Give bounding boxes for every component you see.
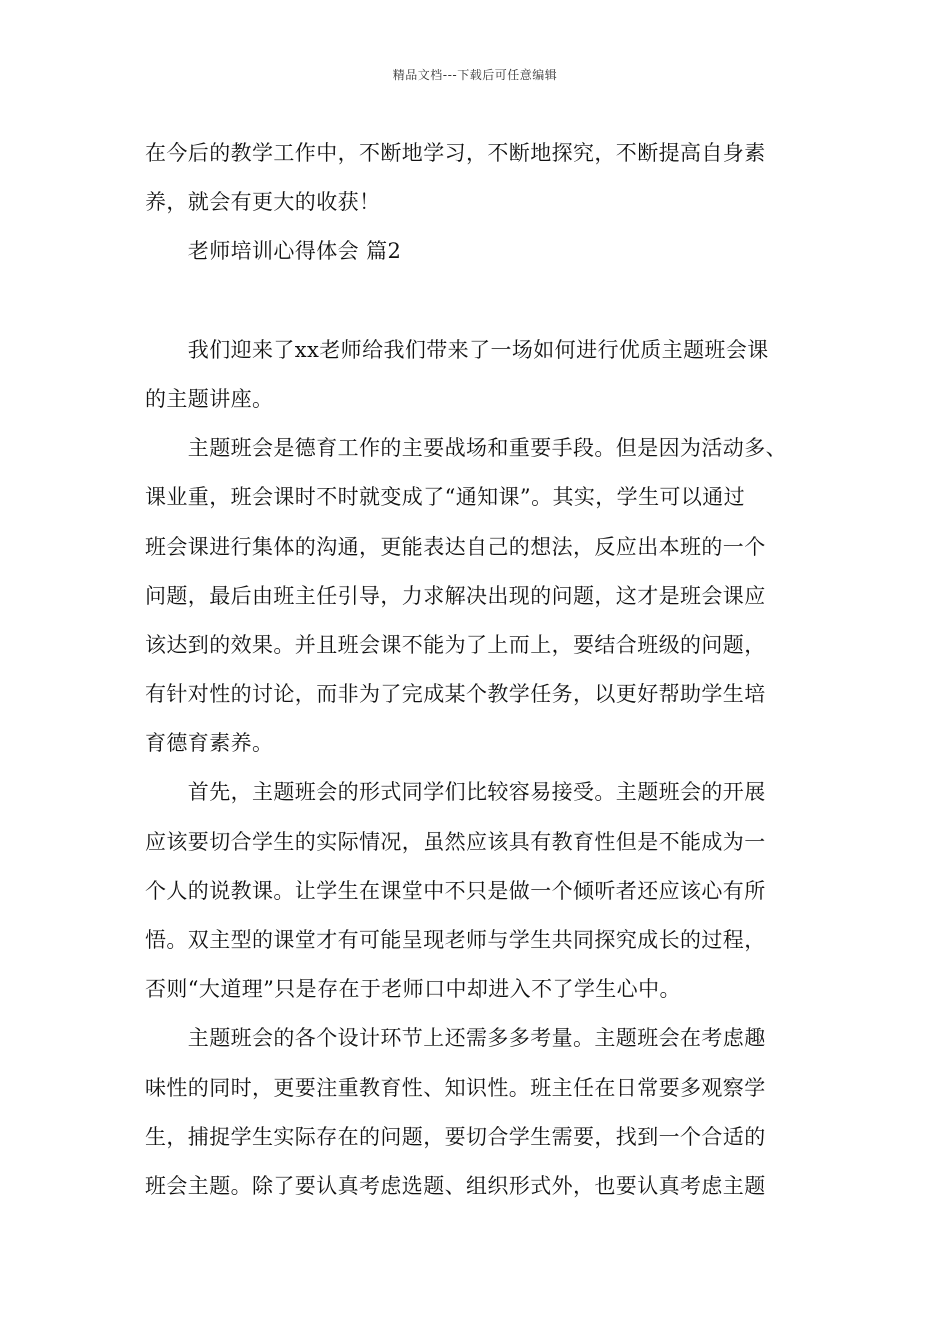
text-line: 首先，主题班会的形式同学们比较容易接受。主题班会的开展	[145, 780, 766, 805]
section-heading: 老师培训心得体会 篇2	[145, 239, 402, 264]
text-line: 课业重，班会课时不时就变成了“通知课”。其实，学生可以通过	[145, 485, 746, 510]
text-line: 班会主题。除了要认真考虑选题、组织形式外，也要认真考虑主题	[145, 1173, 766, 1198]
text-line: 在今后的教学工作中，不断地学习，不断地探究，不断提高自身素	[145, 141, 766, 165]
blank-line	[145, 280, 805, 329]
page-header: 精品文档---下载后可任意编辑	[392, 68, 558, 82]
text-line: 主题班会是德育工作的主要战场和重要手段。但是因为活动多、	[145, 436, 787, 461]
text-line: 否则“大道理”只是存在于老师口中却进入不了学生心中。	[145, 977, 681, 1002]
text-line: 我们迎来了xx老师给我们带来了一场如何进行优质主题班会课	[145, 337, 769, 362]
text-line: 生，捕捉学生实际存在的问题，要切合学生需要，找到一个合适的	[145, 1124, 766, 1149]
text-line: 班会课进行集体的沟通，更能表达自己的想法，反应出本班的一个	[145, 534, 766, 559]
text-line: 味性的同时，更要注重教育性、知识性。班主任在日常要多观察学	[145, 1075, 766, 1100]
text-line: 个人的说教课。让学生在课堂中不只是做一个倾听者还应该心有所	[145, 878, 766, 903]
text-line: 的主题讲座。	[145, 386, 274, 411]
document-body	[145, 132, 805, 1214]
text-line: 主题班会的各个设计环节上还需多多考量。主题班会在考虑趣	[145, 1026, 766, 1051]
text-line: 该达到的效果。并且班会课不能为了上而上，要结合班级的问题，	[145, 632, 766, 657]
text-line: 有针对性的讨论，而非为了完成某个教学任务，以更好帮助学生培	[145, 682, 766, 707]
text-line: 养，就会有更大的收获！	[145, 190, 381, 215]
text-line: 育德育素养。	[145, 731, 274, 756]
text-line: 悟。双主型的课堂才有可能呈现老师与学生共同探究成长的过程，	[145, 928, 766, 952]
text-line: 应该要切合学生的实际情况，虽然应该具有教育性但是不能成为一	[145, 829, 766, 854]
text-line: 问题，最后由班主任引导，力求解决出现的问题，这才是班会课应	[145, 583, 766, 608]
